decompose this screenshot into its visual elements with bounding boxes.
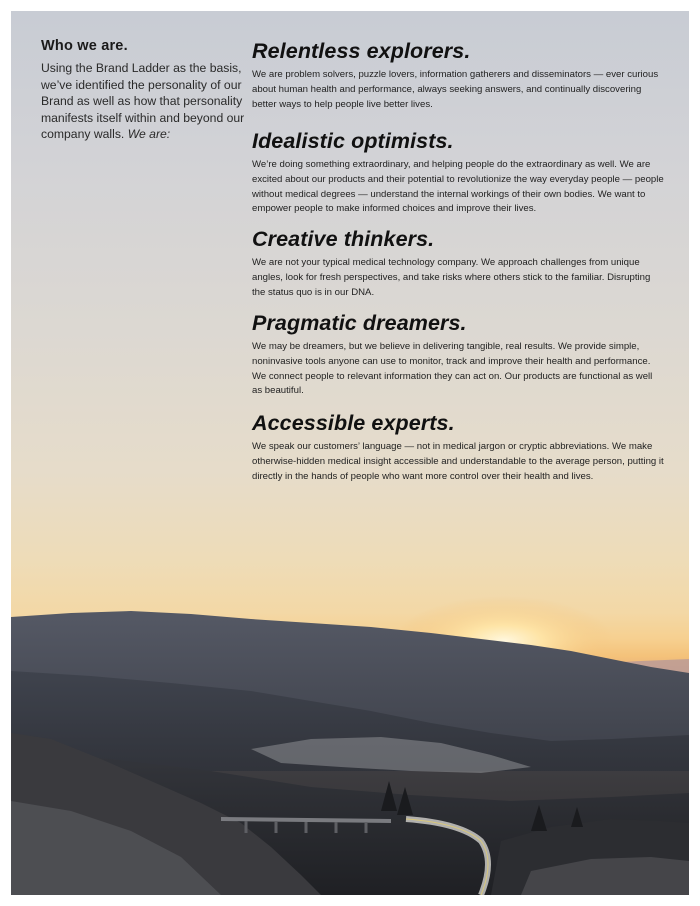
trait-section: [252, 226, 664, 300]
intro-body: [41, 60, 246, 143]
trait-section: [252, 410, 664, 484]
trait-title: Relentless explorers.: [252, 39, 471, 63]
trait-title: Idealistic optimists.: [252, 129, 454, 153]
trait-description: We’re doing something extraordinary, and helping people do the extraordinary as well. We are excited about our products and their potential to revolutionize the way everyday people — people without medical degrees — understand the internal workings of their own bodies. We want to empower people to make informed choices and improve their lives.: [252, 159, 664, 215]
trait-description: We are problem solvers, puzzle lovers, information gatherers and disseminators — ever curious about human health and performance, always seeking answers, and continually discovering better ways to help people live better lives.: [252, 69, 659, 110]
intro-body-text: Using the Brand Ladder as the basis, we’ve identified the personality of our Brand as well as how that personality manifests itself within and beyond our company walls.: [41, 61, 245, 142]
trait-description: We are not your typical medical technology company. We approach challenges from unique angles, look for fresh perspectives, and take risks where others stick to the familiar. Disrupting the status quo is in our DNA.: [252, 257, 651, 298]
trait-title: Accessible experts.: [252, 411, 455, 435]
trait-description: We speak our customers’ language — not in medical jargon or cryptic abbreviations. We make otherwise-hidden medical insight accessible and understandable to the average person, putting it directly in the hands of people who want more control over their health and lives.: [252, 441, 664, 482]
trait-section: [252, 38, 664, 112]
trait-section: [252, 310, 664, 399]
trait-title: Pragmatic dreamers.: [252, 311, 467, 335]
trait-description: We may be dreamers, but we believe in delivering tangible, real results. We provide simple, noninvasive tools anyone can use to monitor, track and improve their health and performance. We connect people to relevant information they can act on. Our products are functional as well as beautiful.: [252, 341, 653, 397]
intro-heading: Who we are.: [41, 38, 128, 54]
trait-title: Creative thinkers.: [252, 227, 435, 251]
trait-section: [252, 128, 664, 217]
intro-column: [41, 38, 246, 143]
intro-body-emphasis: We are:: [127, 127, 171, 142]
